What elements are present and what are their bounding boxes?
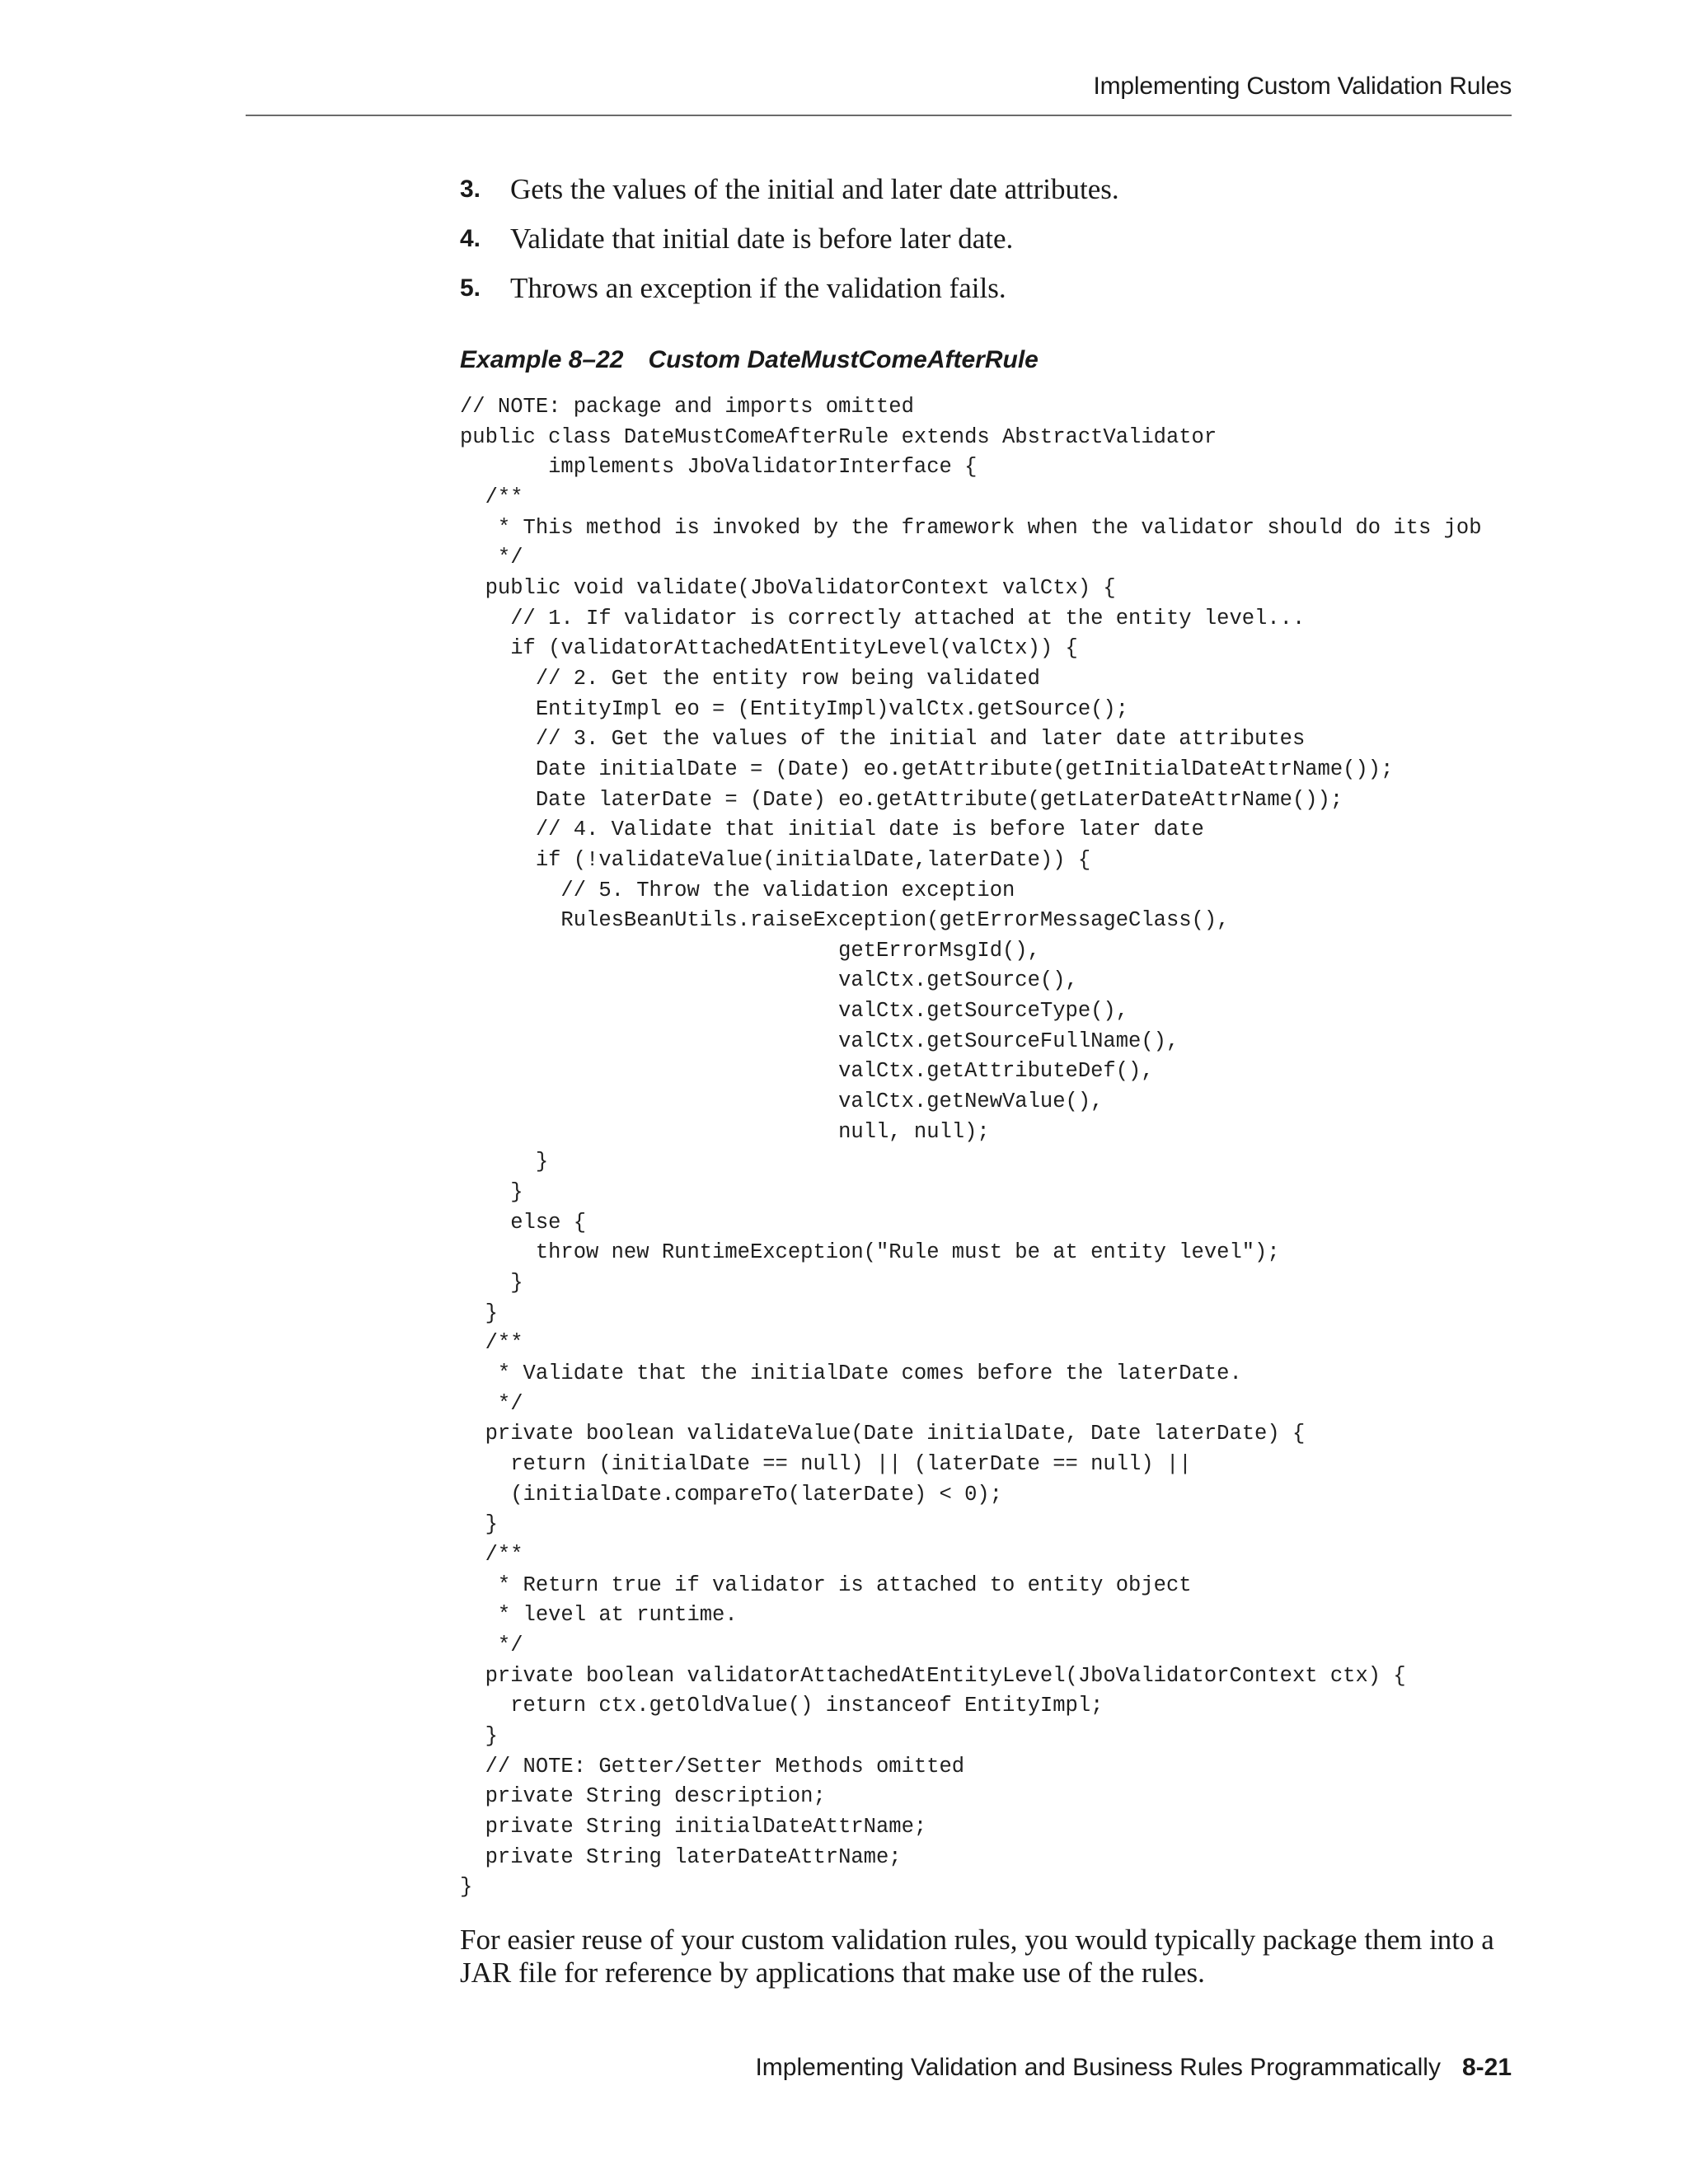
- closing-paragraph: For easier reuse of your custom validation rules, you would typically package them into a JAR file for reference by applications that make use of the rules.: [460, 1924, 1494, 1989]
- example-label: Example 8–22: [460, 346, 624, 373]
- step-number: 4.: [460, 225, 481, 252]
- step-item: [460, 214, 1531, 264]
- page-number: 8-21: [1461, 2054, 1512, 2081]
- numbered-step-list: [460, 165, 1531, 313]
- running-footer: [755, 2054, 1512, 2082]
- running-header-title: Implementing Custom Validation Rules: [1093, 73, 1512, 100]
- step-number: 5.: [460, 274, 481, 302]
- example-caption: [460, 346, 1039, 374]
- step-item: [460, 264, 1531, 313]
- footer-chapter-title: Implementing Validation and Business Rules Programmatically: [755, 2054, 1441, 2081]
- example-title: Custom DateMustComeAfterRule: [648, 346, 1039, 373]
- code-listing: // NOTE: package and imports omitted public class DateMustComeAfterRule extends AbstractValidator implements JboValidatorInterface { /** * This method is invoked by the framework when the validator should do its job */ public void validate(JboValidatorContext valCtx) { // 1. If validator is correctly attached at the entity level... if (validatorAttachedAtEntityLevel(valCtx)) { // 2. Get the entity row being validated EntityImpl eo = (EntityImpl)valCtx.getSource(); // 3. Get the values of the initial and later date attributes Date initialDate = (Date) eo.getAttribute(getInitialDateAttrName()); Date laterDate = (Date) eo.getAttribute(getLaterDateAttrName()); // 4. Validate that initial date is before later date if (!validateValue(initialDate,laterDate)) { // 5. Throw the validation exception RulesBeanUtils.raiseException(getErrorMessageClass(), getErrorMsgId(), valCtx.getSource(), valCtx.getSourceType(), valCtx.getSourceFullName(), valCtx.getAttributeDef(), valCtx.getNewValue(), null, null); } } else { throw new RuntimeException("Rule must be at entity level"); } } /** * Validate that the initialDate comes before the laterDate. */ private boolean validateValue(Date initialDate, Date laterDate) { return (initialDate == null) || (laterDate == null) || (initialDate.compareTo(laterDate) < 0); } /** * Return true if validator is attached to entity object * level at runtime. */ private boolean validatorAttachedAtEntityLevel(JboValidatorContext ctx) { return ctx.getOldValue() instanceof EntityImpl; } // NOTE: Getter/Setter Methods omitted private String description; private String initialDateAttrName; private String laterDateAttrName; }: [460, 395, 1482, 1900]
- step-number: 3.: [460, 176, 481, 203]
- step-text: Throws an exception if the validation fails.: [510, 272, 1006, 304]
- step-item: [460, 165, 1531, 214]
- header-divider: [246, 115, 1512, 116]
- step-text: Gets the values of the initial and later date attributes.: [510, 173, 1119, 205]
- step-text: Validate that initial date is before later date.: [510, 223, 1014, 255]
